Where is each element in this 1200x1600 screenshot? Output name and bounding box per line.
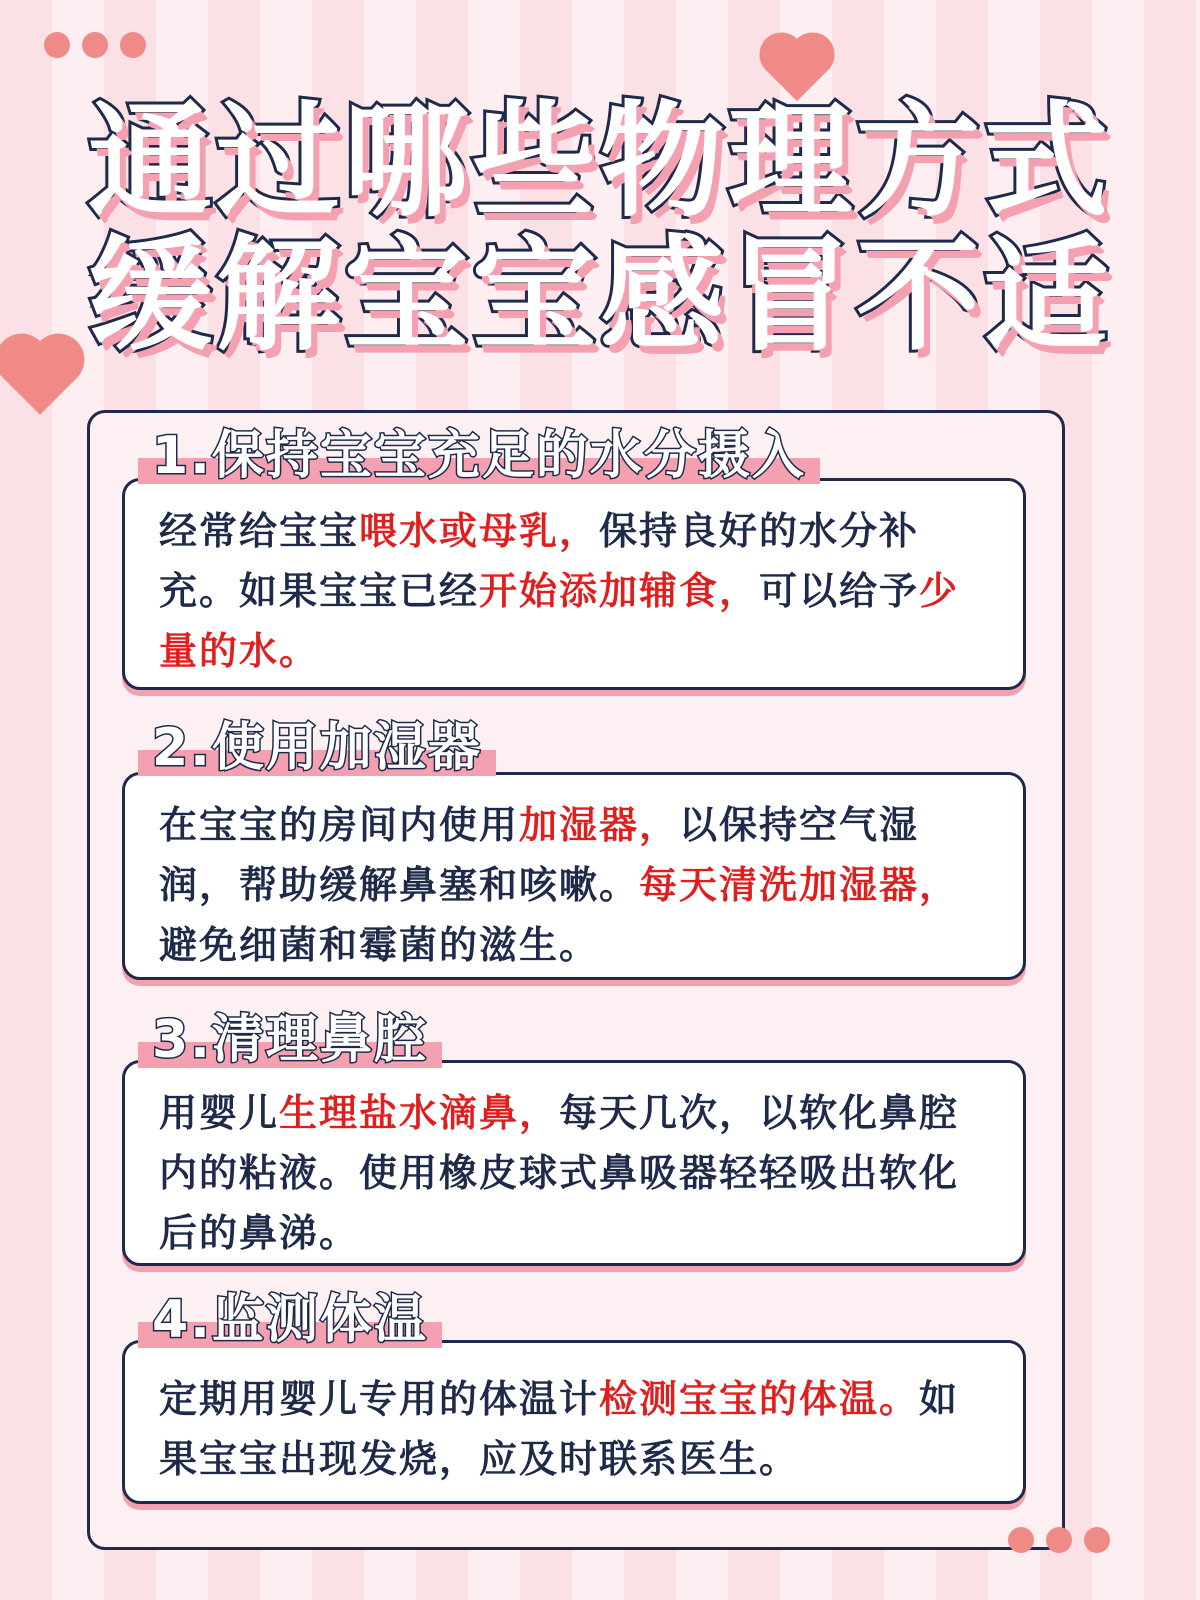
- body-text: 避免细菌和霉菌的滋生。: [159, 923, 600, 967]
- highlight-text: 检测宝宝的体温。: [599, 1377, 920, 1421]
- body-text: 保持良好的水分补充。如果宝宝已经: [159, 509, 920, 613]
- section-body-3: [159, 1083, 991, 1263]
- section-card-4: [122, 1340, 1026, 1504]
- body-text: 可以给予: [759, 569, 920, 613]
- dot-icon: [82, 32, 108, 58]
- section-heading-3: 3.清理鼻腔: [152, 1010, 428, 1070]
- body-text: 定期用婴儿专用的体温计: [159, 1377, 600, 1421]
- highlight-text: 加湿器，: [519, 803, 680, 847]
- section-heading-4: 4.监测体温: [152, 1290, 428, 1350]
- section-card-1: [122, 478, 1026, 690]
- body-text: 用婴儿: [159, 1091, 280, 1135]
- highlight-text: 每天清洗加湿器，: [639, 863, 960, 907]
- body-text: 经常给宝宝: [159, 509, 360, 553]
- page-title-line-2: 缓解宝宝感冒不适: [87, 224, 1112, 368]
- body-text: 以保持空气湿润，帮助缓解鼻塞和咳嗽。: [159, 803, 920, 907]
- section-heading-1: 1.保持宝宝充足的水分摄入: [152, 426, 806, 486]
- highlight-text: 少量的水。: [159, 569, 960, 673]
- section-heading-2: 2.使用加湿器: [152, 718, 482, 778]
- decorative-dots-bottom: [1008, 1527, 1110, 1553]
- section-body-1: [159, 501, 991, 681]
- dot-icon: [120, 32, 146, 58]
- section-card-3: [122, 1060, 1026, 1266]
- body-text: 在宝宝的房间内使用: [159, 803, 520, 847]
- section-card-2: [122, 772, 1026, 980]
- highlight-text: 开始添加辅食，: [479, 569, 760, 613]
- dot-icon: [44, 32, 70, 58]
- section-body-2: [159, 795, 991, 975]
- dot-icon: [1046, 1527, 1072, 1553]
- highlight-text: 喂水或母乳，: [359, 509, 600, 553]
- highlight-text: 生理盐水滴鼻，: [279, 1091, 560, 1135]
- decorative-dots-top: [44, 32, 146, 58]
- dot-icon: [1008, 1527, 1034, 1553]
- page-title-line-1: 通过哪些物理方式: [87, 90, 1112, 234]
- dot-icon: [1084, 1527, 1110, 1553]
- body-text: 如果宝宝出现发烧，应及时联系医生。: [159, 1377, 960, 1481]
- body-text: 每天几次，以软化鼻腔内的粘液。使用橡皮球式鼻吸器轻轻吸出软化后的鼻涕。: [159, 1091, 960, 1255]
- section-body-4: [159, 1369, 991, 1489]
